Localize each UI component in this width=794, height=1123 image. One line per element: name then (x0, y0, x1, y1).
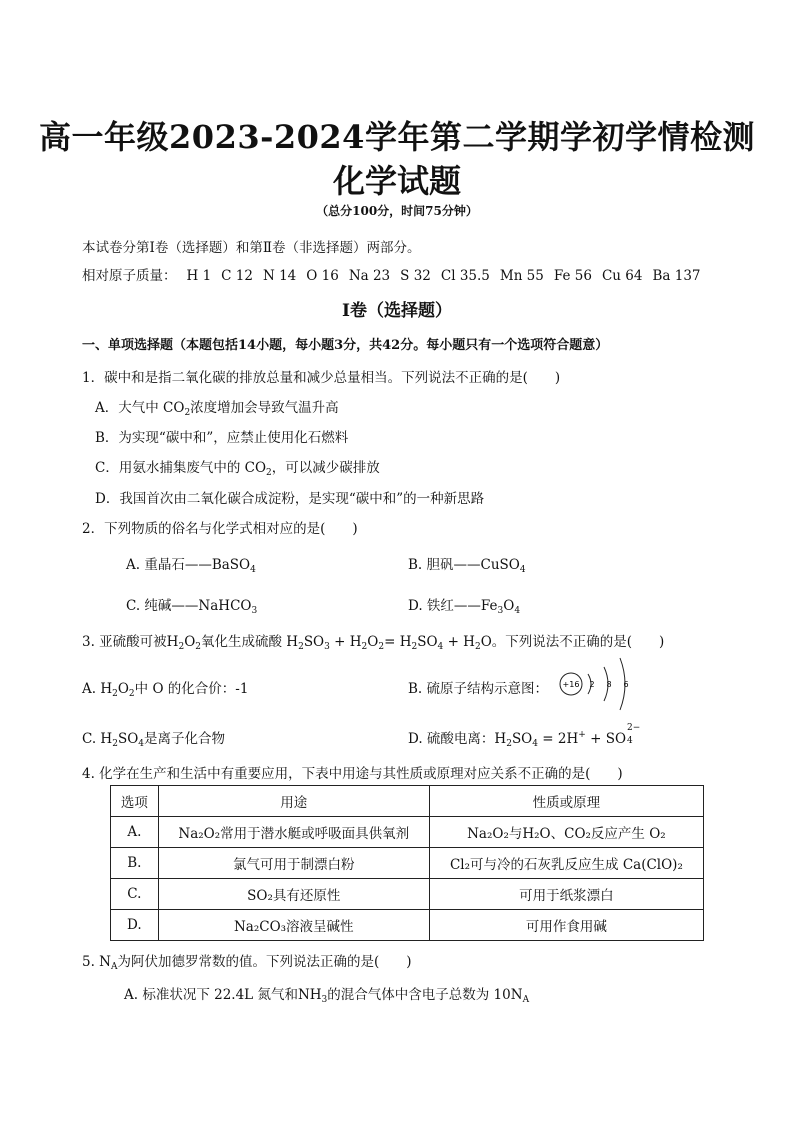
table-cell: A. (111, 817, 159, 848)
section-title: Ⅰ卷（选择题） (342, 301, 452, 321)
exam-title-line1: 高一年级2023-2024学年第二学期学初学情检测 (39, 118, 755, 156)
table-header: 选项 (111, 786, 159, 817)
table-header: 用途 (158, 786, 429, 817)
q3-option-d: D. 硫酸电离：$H_2SO_4 = 2H^+$ + SO 2− 4 (408, 723, 641, 749)
table-cell: Na₂O₂常用于潜水艇或呼吸面具供氧剂 (158, 817, 429, 848)
q1-option-c: C．用氨水捕集废气中的 $CO_2$，可以减少碳排放 (95, 460, 380, 478)
table-cell: D. (111, 910, 159, 941)
q1-option-d: D．我国首次由二氧化碳合成淀粉，是实现“碳中和”的一种新思路 (95, 491, 485, 507)
table-cell: Cl₂可与冷的石灰乳反应生成 Ca(ClO)₂ (429, 848, 703, 879)
q3-option-b: B. 硫原子结构示意图： (408, 681, 549, 697)
table-row (111, 848, 704, 879)
table-cell: 可用于纸浆漂白 (429, 879, 703, 910)
q2-stem: 2．下列物质的俗名与化学式相对应的是( ) (82, 521, 358, 537)
table-cell: SO₂具有还原性 (158, 879, 429, 910)
q4-table (110, 785, 704, 941)
q1-stem: 1．碳中和是指二氧化碳的排放总量和减少总量相当。下列说法不正确的是( ) (82, 370, 561, 386)
q5-option-a: A. 标准状况下 22.4L 氮气和$NH_3$的混合气体中含电子总数为 $10N_A$ (124, 987, 530, 1005)
table-cell: Na₂O₂与H₂O、CO₂反应产生 O₂ (429, 817, 703, 848)
q3-option-c: C. $H_2SO_4$是离子化合物 (82, 731, 226, 749)
table-cell: 可用作食用碱 (429, 910, 703, 941)
atomic-mass-label: 相对原子质量： (82, 268, 177, 284)
table-row (111, 910, 704, 941)
sulfur-atom-diagram (558, 654, 638, 714)
atom-shell-3-count: 6 (623, 680, 629, 689)
table-row (111, 817, 704, 848)
table-row (111, 879, 704, 910)
table-cell: B. (111, 848, 159, 879)
q1-option-a: A．大气中 $CO_2$浓度增加会导致气温升高 (95, 400, 339, 418)
q1-option-b: B．为实现“碳中和”，应禁止使用化石燃料 (95, 430, 349, 446)
exam-title-line2: 化学试题 (332, 162, 461, 200)
q3-stem: 3. 亚硫酸可被$H_2O_2$氧化生成硫酸 $H_2SO_3 + H_2O_2= H_2SO_4 + H_2O$。下列说法不正确的是( ) (82, 634, 665, 652)
section-heading: 一、单项选择题（本题包括14小题，每小题3分，共42分。每小题只有一个选项符合题意） (82, 338, 609, 353)
exam-subtitle: （总分100分，时间75分钟） (316, 204, 478, 218)
table-cell: 氯气可用于制漂白粉 (158, 848, 429, 879)
atomic-mass-line: 相对原子质量： H 1 C 12 N 14 O 16 Na 23 S 32 Cl 35.5 Mn 55 Fe 56 Cu 64 Ba 137 (82, 268, 701, 284)
table-cell: Na₂CO₃溶液呈碱性 (158, 910, 429, 941)
q3-option-a: A. $H_2O_2$中 O 的化合价：-1 (82, 681, 249, 699)
intro-line: 本试卷分第Ⅰ卷（选择题）和第Ⅱ卷（非选择题）两部分。 (82, 240, 421, 256)
q2-option-a: A. 重晶石——BaSO$_4$ (126, 557, 256, 575)
atom-nucleus-label: +16 (562, 680, 580, 689)
table-cell: C. (111, 879, 159, 910)
table-header-row (111, 786, 704, 817)
q2-option-d: D. 铁红$——Fe_3O_4$ (408, 598, 521, 616)
q5-stem: 5. $N_A$为阿伏加德罗常数的值。下列说法正确的是( ) (82, 954, 412, 972)
q4-stem: 4. 化学在生产和生活中有重要应用，下表中用途与其性质或原理对应关系不正确的是( ) (82, 766, 623, 782)
table-header: 性质或原理 (429, 786, 703, 817)
q2-option-b: B. 胆矾——CuSO$_4$ (408, 557, 526, 575)
atom-shell-2-count: 8 (606, 680, 612, 689)
atom-shell-1-count: 2 (589, 680, 595, 689)
q2-option-c: C. 纯碱——NaHCO$_3$ (126, 598, 258, 616)
